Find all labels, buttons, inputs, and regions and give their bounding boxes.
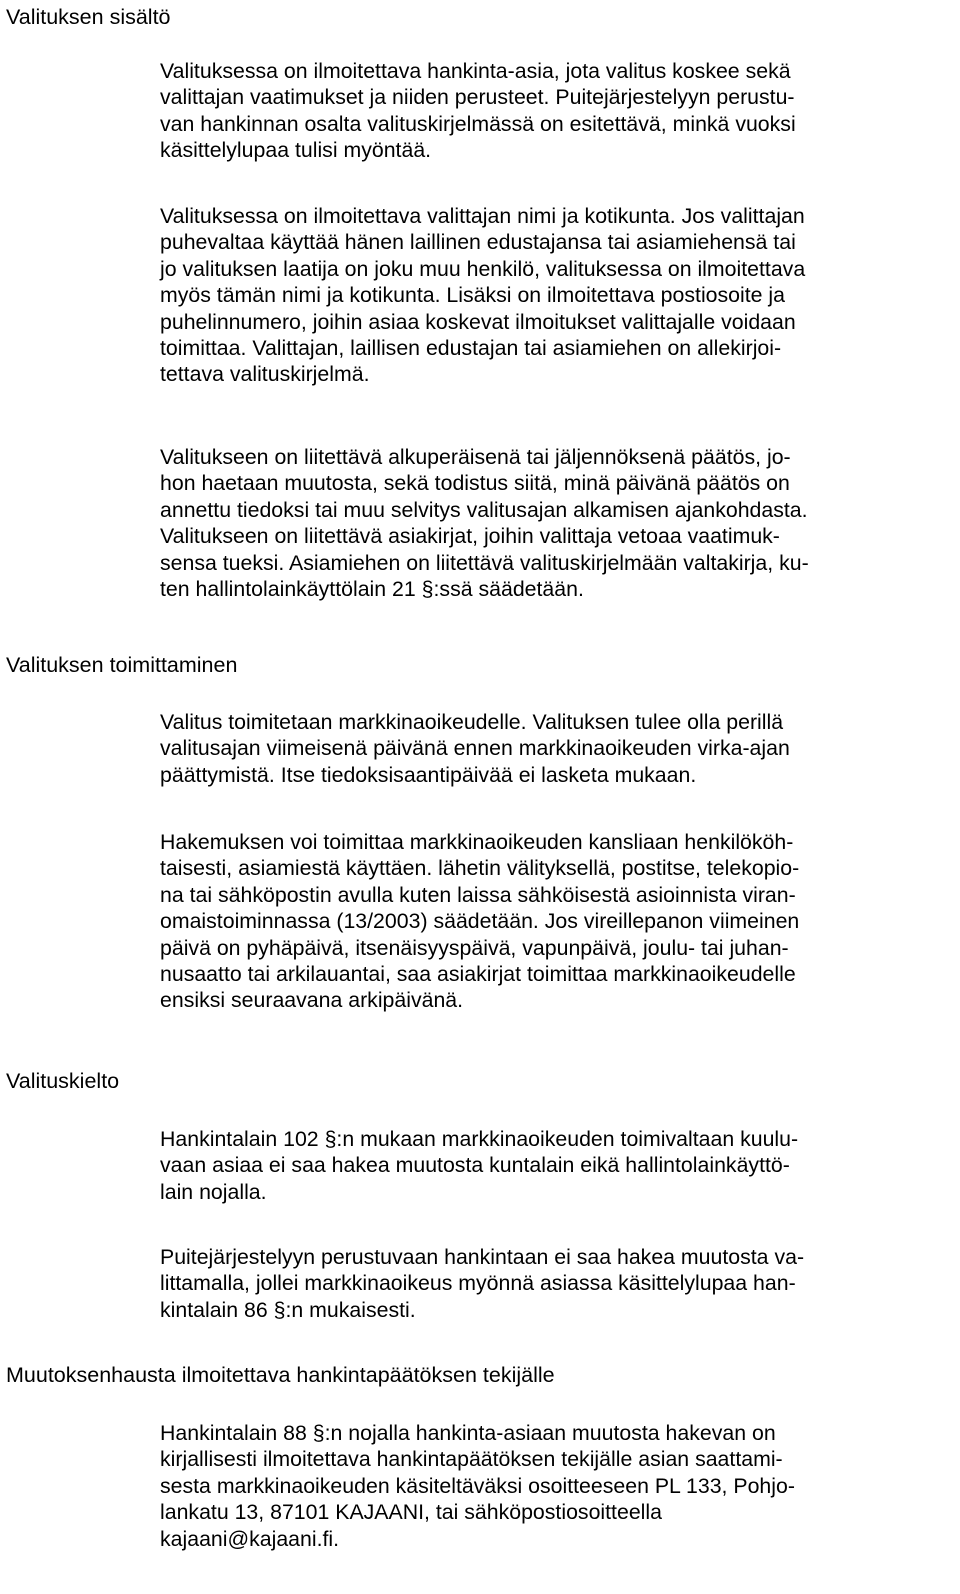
text-line: sesta markkinaoikeuden käsiteltäväksi osoitteeseen PL 133, Pohjo-: [160, 1473, 795, 1498]
text-line: valitusajan viimeisenä päivänä ennen markkinaoikeuden virka-ajan: [160, 736, 790, 761]
paragraph-hankinta-asia: [160, 58, 960, 164]
text-line: Hankintalain 88 §:n nojalla hankinta-asiaan muutosta hakevan on: [160, 1421, 776, 1445]
section-heading-valituskielto: Valituskielto: [6, 1069, 120, 1093]
text-line: lain nojalla.: [160, 1179, 267, 1204]
paragraph-hakemuksen-toimittaminen: [160, 829, 960, 1014]
text-line: puhevaltaa käyttää hänen laillinen edustajansa tai asiamiehensä tai: [160, 230, 796, 255]
paragraph-valittajan-nimi: [160, 203, 960, 388]
text-line: Valitus toimitetaan markkinaoikeudelle. Valituksen tulee olla perillä: [160, 710, 784, 734]
text-line: annettu tiedoksi tai muu selvitys valitusajan alkamisen ajankohdasta.: [160, 497, 808, 522]
text-line: ensiksi seuraavana arkipäivänä.: [160, 988, 464, 1013]
text-line: valittajan vaatimukset ja niiden perusteet. Puitejärjestelyyn perustu-: [160, 85, 795, 110]
text-line: myös tämän nimi ja kotikunta. Lisäksi on ilmoitettava postiosoite ja: [160, 283, 785, 308]
text-line: littamalla, jollei markkinaoikeus myönnä asiassa käsittelylupaa han-: [160, 1271, 796, 1296]
text-line: hon haetaan muutosta, sekä todistus siitä, minä päivänä päätös on: [160, 471, 790, 496]
section-heading-valituksen-sisalto: Valituksen sisältö: [6, 5, 171, 29]
text-line: Valitukseen on liitettävä alkuperäisenä tai jäljennöksenä päätös, jo-: [160, 445, 791, 469]
text-line: toimittaa. Valittajan, laillisen edustajan tai asiamiehen on allekirjoi-: [160, 336, 782, 361]
text-line: lankatu 13, 87101 KAJAANI, tai sähköpostiosoitteella: [160, 1500, 662, 1525]
text-line: Hakemuksen voi toimittaa markkinaoikeuden kansliaan henkilököh-: [160, 830, 794, 854]
section-heading-valituksen-toimittaminen: Valituksen toimittaminen: [6, 653, 238, 677]
text-line: kirjallisesti ilmoitettava hankintapäätöksen tekijälle asian saattami-: [160, 1447, 783, 1472]
text-line: kintalain 86 §:n mukaisesti.: [160, 1297, 416, 1322]
text-line: taisesti, asiamiestä käyttäen. lähetin välityksellä, postitse, telekopio-: [160, 856, 800, 881]
text-line: kajaani@kajaani.fi.: [160, 1526, 340, 1551]
text-line: Valituksessa on ilmoitettava valittajan nimi ja kotikunta. Jos valittajan: [160, 204, 805, 228]
text-line: päivä on pyhäpäivä, itsenäisyyspäivä, vapunpäivä, joulu- tai juhan-: [160, 935, 789, 960]
text-line: sensa tueksi. Asiamiehen on liitettävä valituskirjelmään valtakirja, ku-: [160, 550, 809, 575]
text-line: nusaatto tai arkilauantai, saa asiakirjat toimittaa markkinaoikeudelle: [160, 962, 796, 987]
text-line: tettava valituskirjelmä.: [160, 362, 370, 387]
paragraph-hankintalain-88: [160, 1420, 960, 1552]
paragraph-toimitetaan: [160, 709, 960, 788]
text-line: jo valituksen laatija on joku muu henkilö, valituksessa on ilmoitettava: [160, 256, 806, 281]
text-line: Puitejärjestelyyn perustuvaan hankintaan ei saa hakea muutosta va-: [160, 1245, 805, 1269]
text-line: Valituksessa on ilmoitettava hankinta-asia, jota valitus koskee sekä: [160, 59, 791, 83]
text-line: Hankintalain 102 §:n mukaan markkinaoikeuden toimivaltaan kuulu-: [160, 1127, 799, 1151]
paragraph-liitteet: [160, 444, 960, 602]
text-line: na tai sähköpostin avulla kuten laissa sähköisestä asioinnista viran-: [160, 882, 796, 907]
text-line: omaistoiminnassa (13/2003) säädetään. Jos vireillepanon viimeinen: [160, 909, 800, 934]
text-line: päättymistä. Itse tiedoksisaantipäivää ei lasketa mukaan.: [160, 762, 697, 787]
paragraph-puitejarjestely: [160, 1244, 960, 1323]
text-line: puhelinnumero, joihin asiaa koskevat ilmoitukset valittajalle voidaan: [160, 309, 796, 334]
text-line: Valitukseen on liitettävä asiakirjat, joihin valittaja vetoaa vaatimuk-: [160, 524, 780, 549]
text-line: van hankinnan osalta valituskirjelmässä on esitettävä, minkä vuoksi: [160, 111, 796, 136]
text-line: käsittelylupaa tulisi myöntää.: [160, 138, 432, 163]
paragraph-hankintalain-102: [160, 1126, 960, 1205]
text-line: vaan asiaa ei saa hakea muutosta kuntalain eikä hallintolainkäyttö-: [160, 1153, 790, 1178]
section-heading-muutoksenhausta-ilmoitettava: Muutoksenhausta ilmoitettava hankintapäätöksen tekijälle: [6, 1363, 555, 1387]
text-line: ten hallintolainkäyttölain 21 §:ssä säädetään.: [160, 577, 584, 602]
